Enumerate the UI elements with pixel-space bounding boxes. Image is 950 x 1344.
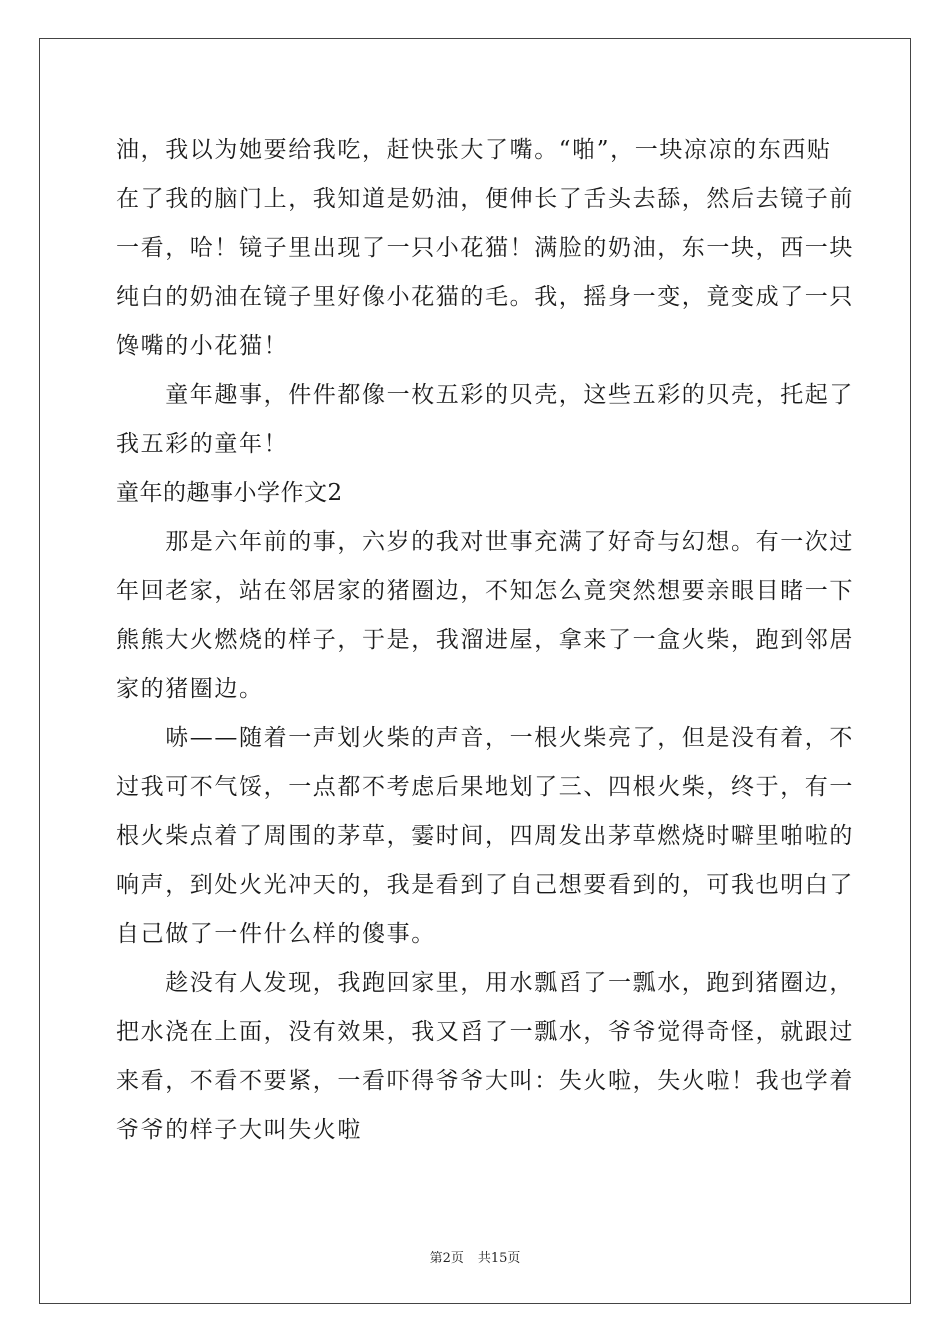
page-footer <box>0 1247 950 1266</box>
text-line: 自己做了一件什么样的傻事。 <box>116 921 436 947</box>
text-line: 响声，到处火光冲天的，我是看到了自己想要看到的，可我也明白了 <box>116 872 854 898</box>
text-line: 馋嘴的小花猫！ <box>116 333 289 359</box>
text-line: 那是六年前的事，六岁的我对世事充满了好奇与幻想。有一次过 <box>116 529 854 555</box>
text-line: 把水浇在上面，没有效果，我又舀了一瓢水，爷爷觉得奇怪，就跟过 <box>116 1019 854 1045</box>
text-line: 根火柴点着了周围的茅草，霎时间，四周发出茅草燃烧时噼里啪啦的 <box>116 823 854 849</box>
text-line: 纯白的奶油在镜子里好像小花猫的毛。我，摇身一变，竟变成了一只 <box>116 284 854 310</box>
text-line: 我五彩的童年！ <box>116 431 289 457</box>
text-line: 哧——随着一声划火柴的声音，一根火柴亮了，但是没有着，不 <box>116 725 854 751</box>
document-body <box>116 126 854 1155</box>
text-line: 年回老家，站在邻居家的猪圈边，不知怎么竟突然想要亲眼目睹一下 <box>116 578 854 604</box>
text-line: 油，我以为她要给我吃，赶快张大了嘴。“啪”，一块凉凉的东西贴 <box>116 137 832 163</box>
text-line: 一看，哈！镜子里出现了一只小花猫！满脸的奶油，东一块，西一块 <box>116 235 854 261</box>
page-number: 第2页 <box>429 1251 464 1266</box>
page-total: 共15页 <box>477 1251 521 1266</box>
text-line: 爷爷的样子大叫失火啦 <box>116 1117 362 1143</box>
text-line: 童年趣事，件件都像一枚五彩的贝壳，这些五彩的贝壳，托起了 <box>116 382 854 408</box>
section-heading: 童年的趣事小学作文2 <box>116 480 343 506</box>
text-line: 家的猪圈边。 <box>116 676 264 702</box>
text-line: 在了我的脑门上，我知道是奶油，便伸长了舌头去舔，然后去镜子前 <box>116 186 854 212</box>
text-line: 过我可不气馁，一点都不考虑后果地划了三、四根火柴，终于，有一 <box>116 774 854 800</box>
text-line: 熊熊大火燃烧的样子，于是，我溜进屋，拿来了一盒火柴，跑到邻居 <box>116 627 854 653</box>
text-line: 趁没有人发现，我跑回家里，用水瓢舀了一瓢水，跑到猪圈边， <box>116 970 854 996</box>
text-line: 来看，不看不要紧，一看吓得爷爷大叫：失火啦，失火啦！我也学着 <box>116 1068 854 1094</box>
